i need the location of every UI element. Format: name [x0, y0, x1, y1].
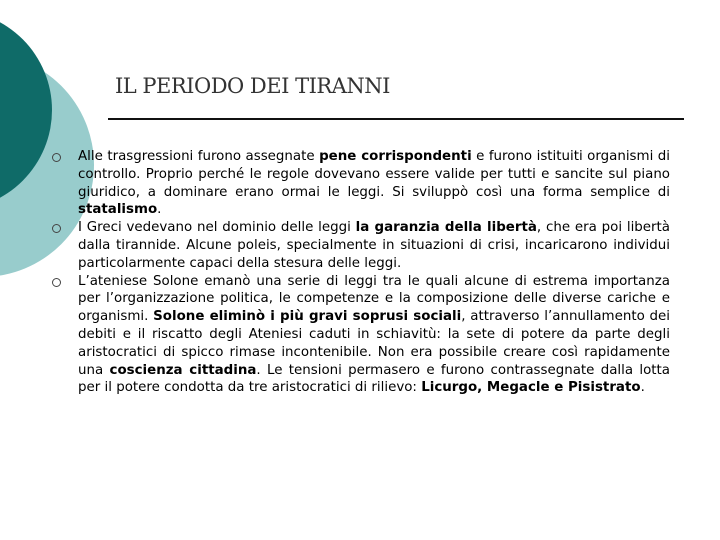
- bullet-item: [50, 219, 670, 272]
- bullet-text: L’ateniese Solone emanò una serie di leggi tra le quali alcune di estrema importanza per l’organizzazione politica, le competenze e la composizione delle diverse cariche e organismi. Solone eliminò i più gravi soprusi sociali, attraverso l’annullamento dei debiti e il riscatto degli Ateniesi caduti in schiavitù: la sete di potere da parte degli aristocratici di spicco rimase incontenibile. Non era possibile creare così rapidamente una coscienza cittadina. Le tensioni permasero e furono contrassegnate dalla lotta per il potere condotta da tre aristocratici di rilievo: Licurgo, Megacle e Pisistrato.: [78, 273, 671, 396]
- bullet-marker-icon: [52, 224, 61, 233]
- bullet-item: [50, 273, 670, 398]
- title-underline: [108, 118, 684, 120]
- slide-title: IL PERIODO DEI TIRANNI: [115, 74, 390, 98]
- bullet-marker-icon: [52, 153, 61, 162]
- bullet-text: I Greci vedevano nel dominio delle leggi la garanzia della libertà, che era poi libertà dalla tirannide. Alcune poleis, specialmente in situazioni di crisi, incaricarono individui particolarmente capaci della stesura delle leggi.: [78, 220, 670, 271]
- bullet-text: Alle trasgressioni furono assegnate pene corrispondenti e furono istituiti organismi di controllo. Proprio perché le regole dovevano essere valide per tutti e sancite sul piano giuridico, a dominare erano ormai le leggi. Si sviluppò così una forma semplice di statalismo.: [78, 149, 670, 218]
- bullet-marker-icon: [52, 278, 61, 287]
- bullet-list: [50, 148, 670, 397]
- bullet-item: [50, 148, 670, 219]
